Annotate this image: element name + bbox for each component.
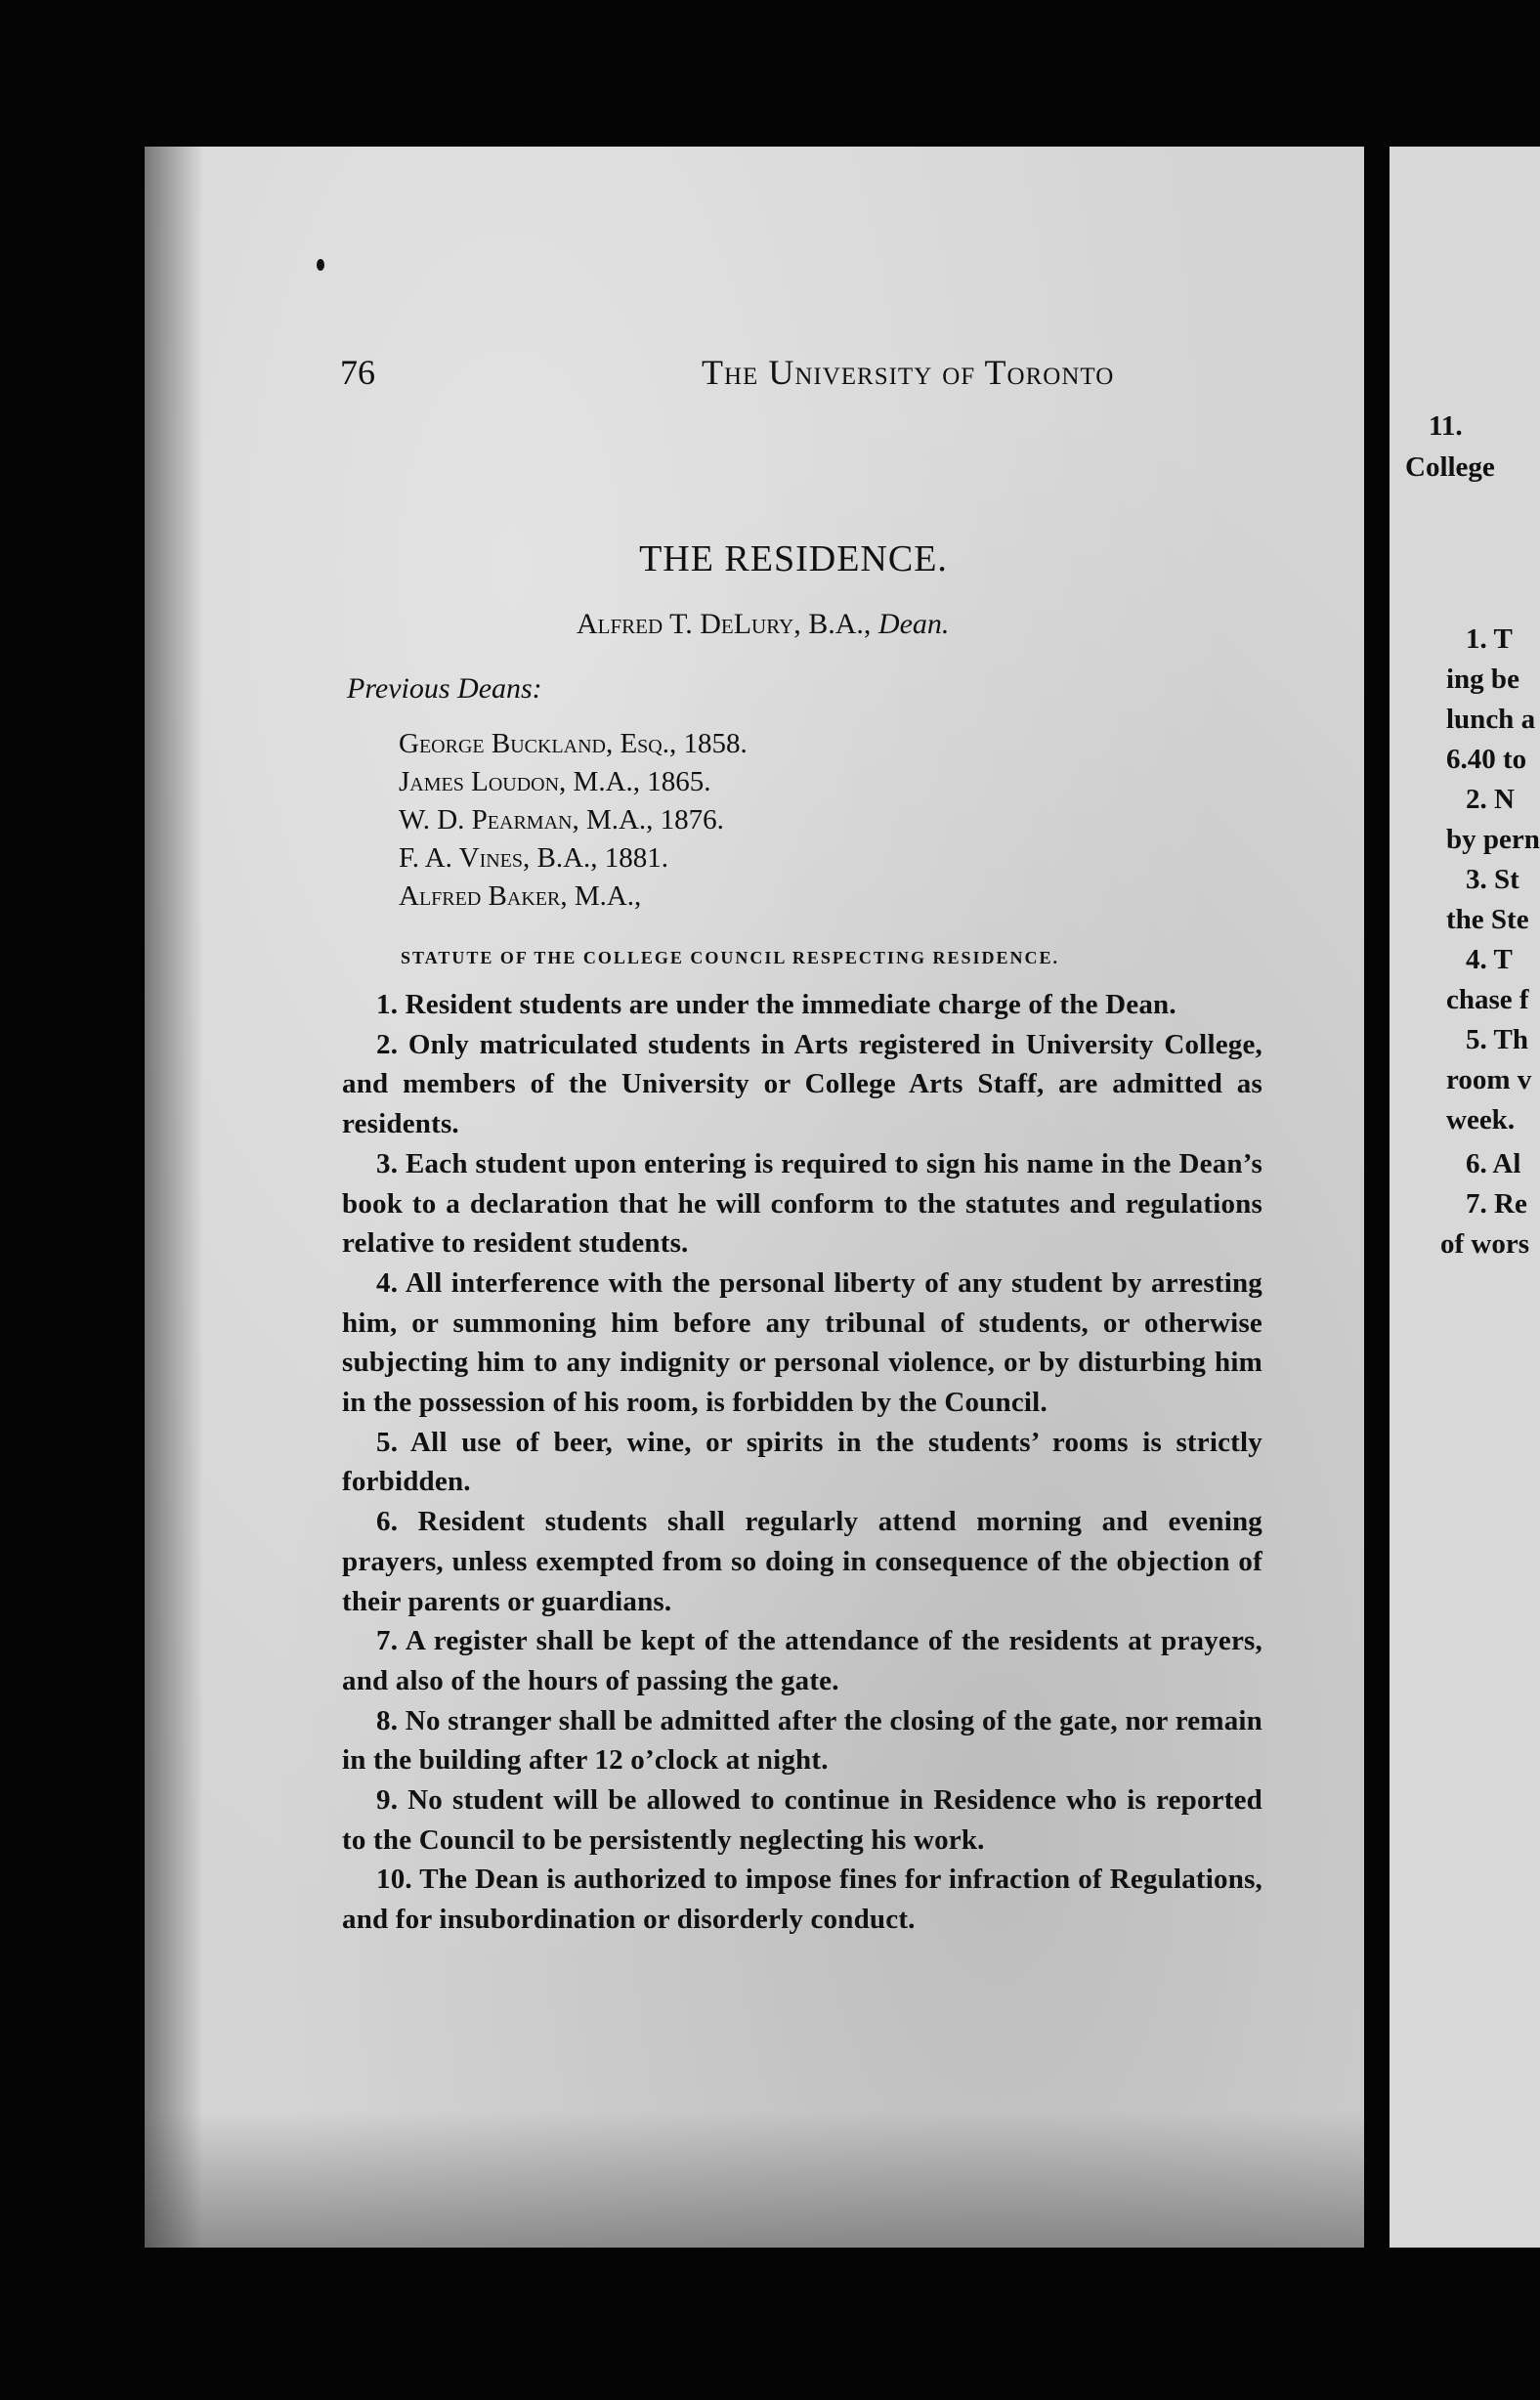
statute-heading: STATUTE OF THE COLLEGE COUNCIL RESPECTING RESIDENCE.	[401, 948, 1059, 967]
adjacent-fragment: 2. N	[1466, 784, 1515, 815]
rule-item: 5. All use of beer, wine, or spirits in the students’ rooms is strictly forbidden.	[342, 1426, 1262, 1498]
previous-deans-label: Previous Deans:	[347, 672, 542, 705]
dean-role: Dean.	[877, 608, 950, 640]
adjacent-fragment: 1. T	[1466, 623, 1513, 655]
adjacent-fragment: of wors	[1440, 1228, 1530, 1260]
rule-item: 1. Resident students are under the immediate charge of the Dean.	[376, 989, 1176, 1020]
ink-speck	[317, 259, 324, 271]
rule-item: 4. All interference with the personal liberty of any student by arresting him, or summoning him before any tribunal of students, or otherwise subjecting him to any indignity or personal violence, or by disturbing him in the possession of his room, is forbidden by the Council.	[342, 1266, 1262, 1419]
adjacent-fragment: College	[1405, 451, 1495, 483]
adjacent-fragment: 6.40 to	[1446, 744, 1527, 775]
adjacent-fragment: 3. St	[1466, 864, 1519, 895]
section-title: THE RESIDENCE.	[639, 538, 948, 579]
rule-item: 9. No student will be allowed to continue in Residence who is reported to the Council to be persistently neglecting his work.	[342, 1784, 1262, 1856]
previous-dean-item: James Loudon, M.A., 1865.	[399, 766, 711, 797]
previous-dean-item: Alfred Baker, M.A.,	[399, 880, 642, 912]
rule-item: 2. Only matriculated students in Arts registered in University College, and members of the University or College Arts Staff, are admitted as residents.	[342, 1028, 1262, 1140]
previous-dean-item: F. A. Vines, B.A., 1881.	[399, 842, 669, 874]
adjacent-fragment: 6. Al	[1466, 1148, 1521, 1179]
page-header	[340, 352, 1219, 401]
adjacent-fragment: chase f	[1446, 984, 1529, 1015]
adjacent-fragment: 7. Re	[1466, 1188, 1527, 1220]
rule-item: 8. No stranger shall be admitted after the closing of the gate, nor remain in the building after 12 o’clock at night.	[342, 1704, 1262, 1777]
statute-rules	[342, 985, 1262, 1940]
adjacent-fragment: by pern	[1446, 824, 1540, 855]
rule-item: 10. The Dean is authorized to impose fines for infraction of Regulations, and for insubordination or disorderly conduct.	[342, 1864, 1262, 1936]
adjacent-fragment: 5. Th	[1466, 1024, 1528, 1055]
previous-deans-list	[399, 725, 748, 916]
rule-item: 3. Each student upon entering is required to sign his name in the Dean’s book to a declaration that he will conform to the statutes and regulations relative to resident students.	[342, 1147, 1262, 1260]
running-title: The University of Toronto	[702, 353, 1115, 392]
previous-dean-item: George Buckland, Esq., 1858.	[399, 728, 748, 759]
adjacent-fragment: 4. T	[1466, 944, 1513, 975]
previous-dean-item: W. D. Pearman, M.A., 1876.	[399, 804, 724, 836]
page-number: 76	[340, 353, 375, 392]
dean-line	[577, 608, 949, 641]
adjacent-fragment: lunch a	[1446, 704, 1536, 735]
adjacent-fragment: 11.	[1429, 410, 1463, 442]
adjacent-fragment: the Ste	[1446, 904, 1529, 935]
rule-item: 7. A register shall be kept of the attendance of the residents at prayers, and also of the hours of passing the gate.	[342, 1625, 1262, 1696]
dean-name: Alfred T. DeLury, B.A.,	[577, 608, 872, 640]
book-page	[145, 147, 1364, 2248]
adjacent-fragment: week.	[1446, 1104, 1516, 1136]
adjacent-fragment: ing be	[1446, 664, 1519, 695]
rule-item: 6. Resident students shall regularly attend morning and evening prayers, unless exempted from so doing in consequence of the objection of their parents or guardians.	[342, 1506, 1262, 1617]
adjacent-page	[1390, 147, 1540, 2248]
adjacent-fragment: room v	[1446, 1064, 1532, 1095]
